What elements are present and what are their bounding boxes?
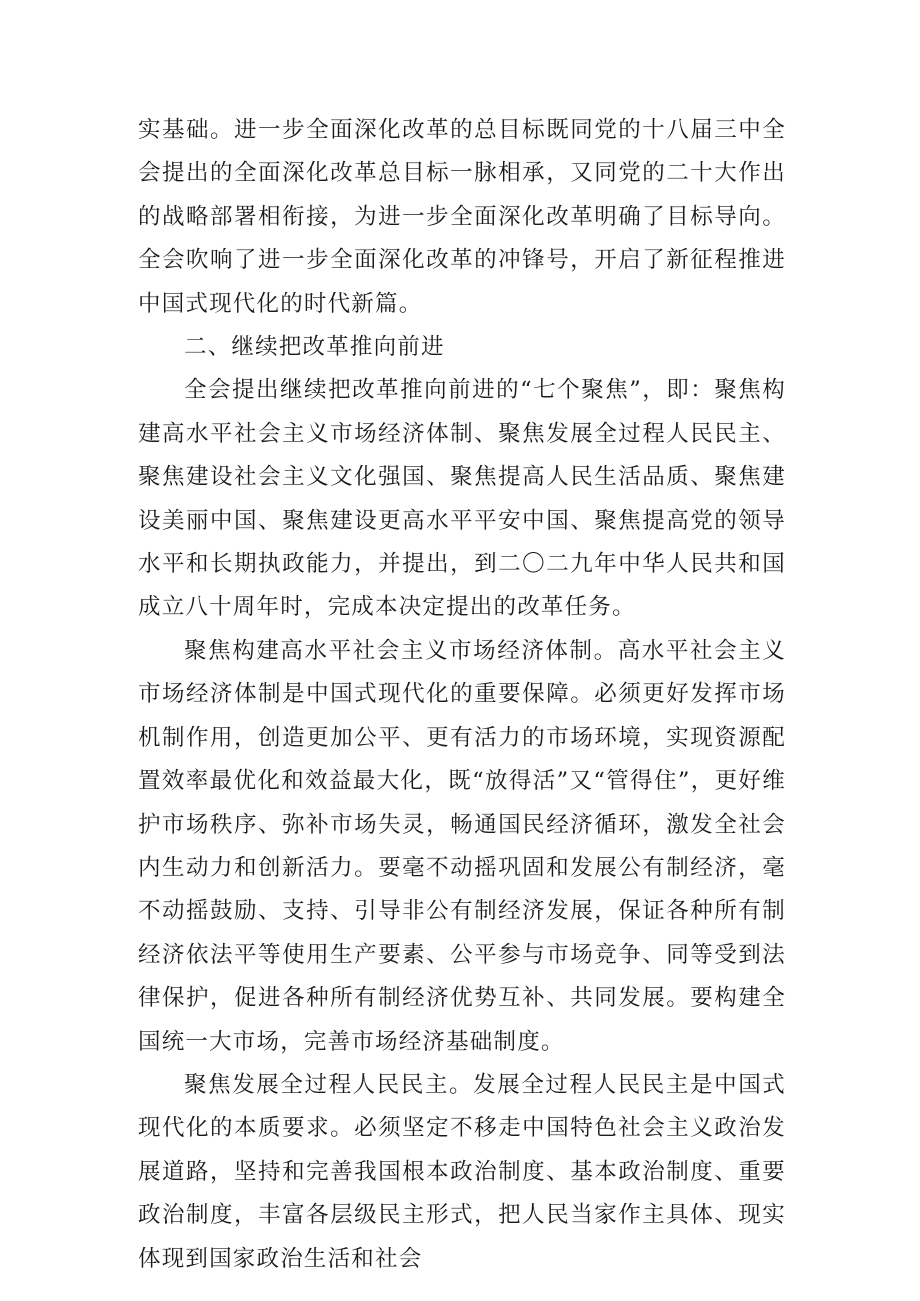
paragraph-market-economy: 聚焦构建高水平社会主义市场经济体制。高水平社会主义市场经济体制是中国式现代化的重要保障。必须更好发挥市场机制作用，创造更加公平、更有活力的市场环境，实现资源配置效率最优化和效益最大化，既“放得活”又“管得住”，更好维护市场秩序、弥补市场失灵，畅通国民经济循环，激发全社会内生动力和创新活力。要毫不动摇巩固和发展公有制经济，毫不动摇鼓励、支持、引导非公有制经济发展，保证各种所有制经济依法平等使用生产要素、公平参与市场竞争、同等受到法律保护，促进各种所有制经济优势互补、共同发展。要构建全国统一大市场，完善市场经济基础制度。 <box>138 637 786 1055</box>
document-body <box>138 109 786 1281</box>
paragraph-peoples-democracy: 聚焦发展全过程人民民主。发展全过程人民民主是中国式现代化的本质要求。必须坚定不移走中国特色社会主义政治发展道路，坚持和完善我国根本政治制度、基本政治制度、重要政治制度，丰富各层级民主形式，把人民当家作主具体、现实体现到国家政治生活和社会 <box>138 1071 786 1272</box>
paragraph-continuation: 实基础。进一步全面深化改革的总目标既同党的十八届三中全会提出的全面深化改革总目标一脉相承，又同党的二十大作出的战略部署相衔接，为进一步全面深化改革明确了目标导向。全会吹响了进一步全面深化改革的冲锋号，开启了新征程推进中国式现代化的时代新篇。 <box>138 117 786 317</box>
section-heading: 二、继续把改革推向前进 <box>184 334 445 361</box>
paragraph-seven-focuses: 全会提出继续把改革推向前进的“七个聚焦”，即：聚焦构建高水平社会主义市场经济体制、聚焦发展全过程人民民主、聚焦建设社会主义文化强国、聚焦提高人民生活品质、聚焦建设美丽中国、聚焦建设更高水平平安中国、聚焦提高党的领导水平和长期执政能力，并提出，到二〇二九年中华人民共和国成立八十周年时，完成本决定提出的改革任务。 <box>138 377 786 621</box>
